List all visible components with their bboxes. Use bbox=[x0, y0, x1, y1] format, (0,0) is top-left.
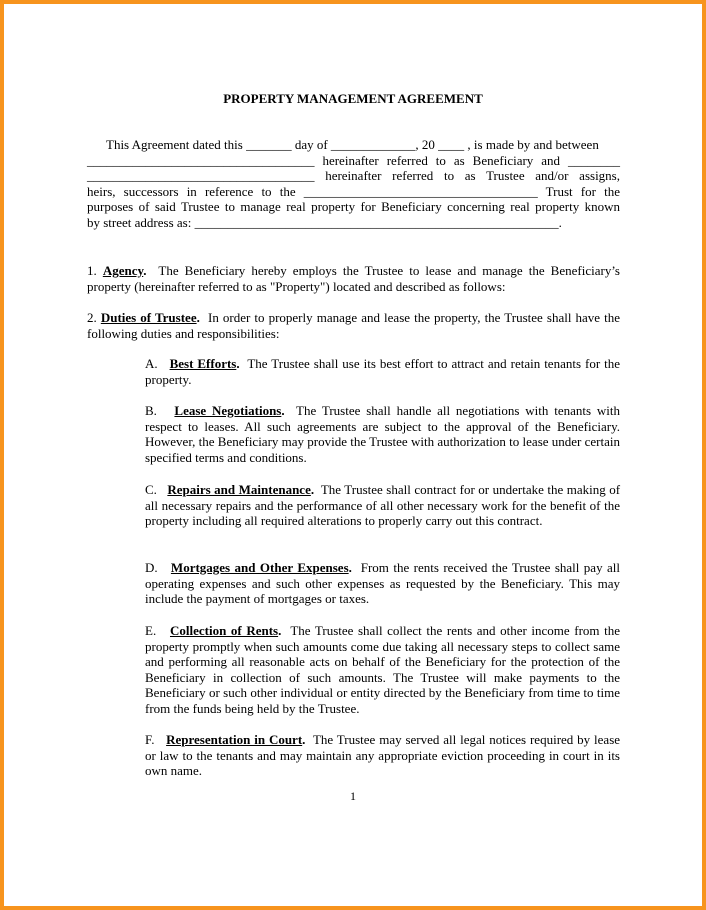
subsection-heading: Lease Negotiations bbox=[174, 403, 282, 418]
intro-line: purposes of said Trustee to manage real property for Beneficiary concerning real property known bbox=[87, 199, 620, 215]
page-title: PROPERTY MANAGEMENT AGREEMENT bbox=[223, 91, 483, 106]
subsection-lease-negotiations: B. Lease Negotiations. The Trustee shall handle all negotiations with tenants with respect to leases. All such agreements are subject to the approval of the Beneficiary. However, the Beneficiary may provide the Trustee with authorization to lease under certain specified terms and conditions. bbox=[145, 403, 620, 465]
subsection-text: The Trustee may served all legal notices required by lease or law to the tenants and may maintain any appropriate eviction proceeding in court in its own name. bbox=[145, 732, 621, 779]
subsection-letter: A. bbox=[145, 356, 158, 371]
subsection-letter: D. bbox=[145, 560, 158, 575]
subsection-mortgages-and-other-expenses: D. Mortgages and Other Expenses. From the rents received the Trustee shall pay all operating expenses and such other expenses as requested by the Beneficiary. This may include the payment of mortgages or taxes. bbox=[145, 560, 620, 607]
subsection-letter: B. bbox=[145, 403, 157, 418]
section-text: In order to properly manage and lease the property, the Trustee shall have the following duties and responsibilities: bbox=[87, 310, 621, 341]
section-text: The Beneficiary hereby employs the Trustee to lease and manage the Beneficiary’s property (hereinafter referred to as "Property") located and described as follows: bbox=[87, 263, 620, 294]
section-agency: 1. Agency. The Beneficiary hereby employs the Trustee to lease and manage the Beneficiary’s property (hereinafter referred to as "Property") located and described as follows: bbox=[87, 263, 620, 294]
subsection-letter: E. bbox=[145, 623, 157, 638]
section-heading: Duties of Trustee bbox=[100, 310, 197, 325]
subsection-heading: Repairs and Maintenance bbox=[167, 482, 311, 497]
subsection-representation-in-court: F. Representation in Court. The Trustee may served all legal notices required by lease or law to the tenants and may maintain any appropriate eviction proceeding in court in its own name. bbox=[145, 732, 621, 779]
subsection-heading: Collection of Rents bbox=[169, 623, 279, 638]
subsection-letter: F. bbox=[145, 732, 155, 747]
section-number: 1. bbox=[87, 263, 97, 278]
intro-line: by street address as: ________________________________________________________. bbox=[87, 214, 562, 230]
subsection-repairs-and-maintenance: C. Repairs and Maintenance. The Trustee shall contract for or undertake the making of all necessary repairs and the performance of all other necessary work for the benefit of the property including all required alterations to properly carry out this contract. bbox=[145, 482, 621, 529]
intro-line: This Agreement dated this _______ day of _____________, 20 ____ , is made by and between bbox=[106, 137, 599, 152]
subsection-heading: Mortgages and Other Expenses bbox=[170, 560, 349, 575]
subsection-letter: C. bbox=[145, 482, 157, 497]
subsection-text: The Trustee shall contract for or undertake the making of all necessary repairs and the performance of all other necessary work for the benefit of the property including all required alterations to properly carry out this contract. bbox=[145, 482, 621, 529]
section-heading: Agency bbox=[102, 263, 144, 278]
subsection-heading: Best Efforts bbox=[169, 356, 237, 371]
page-number: 1 bbox=[350, 789, 356, 803]
subsection-text: From the rents received the Trustee shall pay all operating expenses and such other expenses as requested by the Beneficiary. This may include the payment of mortgages or taxes. bbox=[145, 560, 620, 607]
subsection-best-efforts: A. Best Efforts. The Trustee shall use its best effort to attract and retain tenants for the property. bbox=[145, 356, 621, 387]
intro-line: ___________________________________ hereinafter referred to as Trustee and/or assigns, bbox=[87, 168, 620, 184]
subsection-text: The Trustee shall handle all negotiations with tenants with respect to leases. All such agreements are subject to the approval of the Beneficiary. However, the Beneficiary may provide the Trustee with authorization to lease under certain specified terms and conditions. bbox=[145, 403, 620, 465]
subsection-heading: Representation in Court bbox=[166, 732, 303, 747]
subsection-text: The Trustee shall collect the rents and other income from the property promptly when such amounts come due taking all necessary steps to collect same and performing all reasonable acts on behalf of the Beneficiary for the protection of the Beneficiary in collection of such amounts. The Trustee will make payments to the Beneficiary or such other individual or entity directed by the Beneficiary from time to time from the funds being held by the Trustee. bbox=[145, 623, 620, 716]
intro-line: heirs, successors in reference to the ____________________________________ Trust for the bbox=[87, 183, 620, 199]
subsection-text: The Trustee shall use its best effort to attract and retain tenants for the property. bbox=[145, 356, 621, 387]
intro-paragraph bbox=[87, 137, 620, 231]
subsection-collection-of-rents: E. Collection of Rents. The Trustee shall collect the rents and other income from the property promptly when such amounts come due taking all necessary steps to collect same and performing all reasonable acts on behalf of the Beneficiary for the protection of the Beneficiary in collection of such amounts. The Trustee will make payments to the Beneficiary or such other individual or entity directed by the Beneficiary from time to time from the funds being held by the Trustee. bbox=[145, 623, 620, 716]
section-number: 2. bbox=[87, 310, 97, 325]
intro-line: ___________________________________ hereinafter referred to as Beneficiary and ________ bbox=[87, 152, 620, 168]
section-duties-of-trustee: 2. Duties of Trustee. In order to properly manage and lease the property, the Trustee shall have the following duties and responsibilities: bbox=[87, 310, 621, 341]
